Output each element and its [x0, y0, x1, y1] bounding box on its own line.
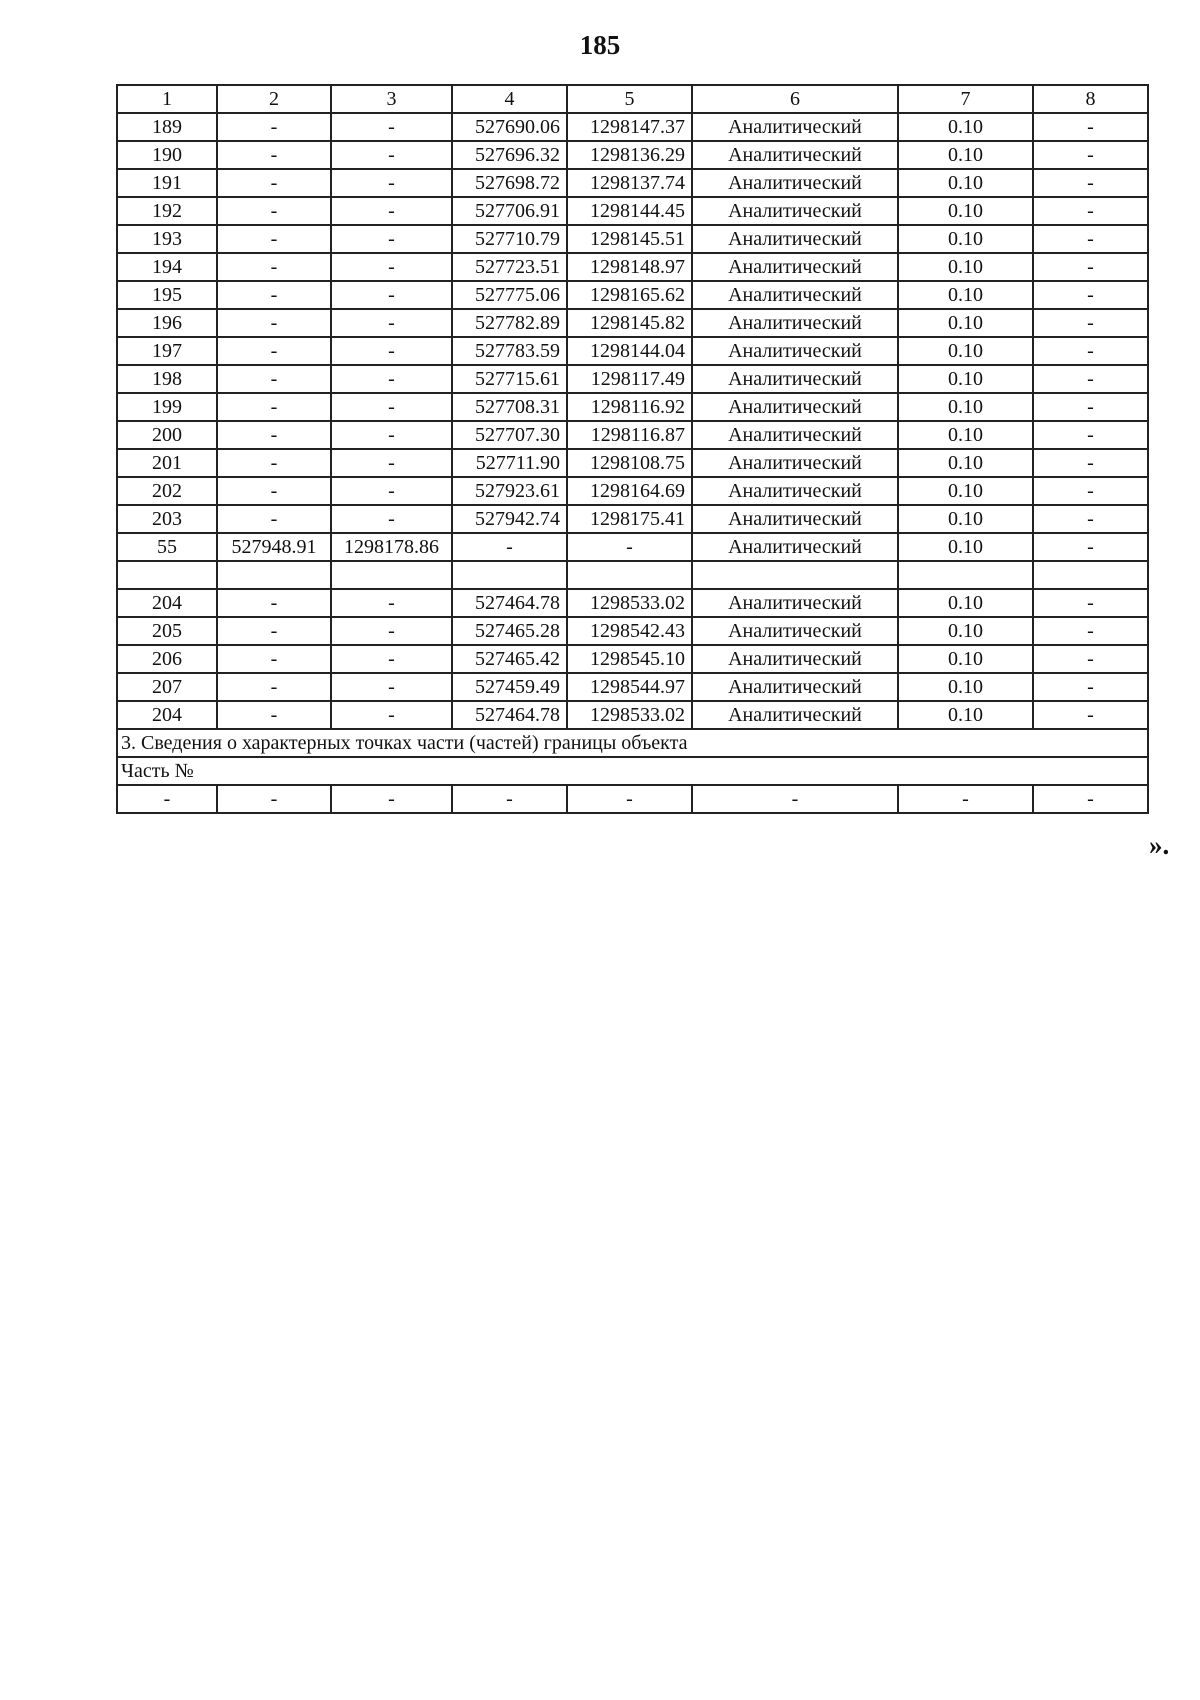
- table-cell: -: [1033, 281, 1148, 309]
- table-cell: -: [217, 197, 331, 225]
- table-cell: 527923.61: [452, 477, 567, 505]
- table-cell: -: [331, 253, 452, 281]
- table-cell: 1298137.74: [567, 169, 692, 197]
- table-cell: 0.10: [898, 477, 1033, 505]
- table-cell: -: [331, 589, 452, 617]
- table-cell: [567, 561, 692, 589]
- table-cell: -: [1033, 785, 1148, 813]
- table-row: [117, 281, 1148, 309]
- table-cell: 190: [117, 141, 217, 169]
- table-cell: -: [331, 505, 452, 533]
- table-cell: 0.10: [898, 393, 1033, 421]
- table-cell: Аналитический: [692, 505, 898, 533]
- table-cell: Аналитический: [692, 197, 898, 225]
- table-cell: -: [331, 113, 452, 141]
- table-cell: -: [217, 785, 331, 813]
- table-cell: 0.10: [898, 617, 1033, 645]
- table-cell: 1298164.69: [567, 477, 692, 505]
- table-cell: 527465.28: [452, 617, 567, 645]
- table-row: [117, 645, 1148, 673]
- table-row: [117, 169, 1148, 197]
- header-cell: 4: [452, 85, 567, 113]
- table-cell: 193: [117, 225, 217, 253]
- table-cell: -: [331, 337, 452, 365]
- table-cell: 527708.31: [452, 393, 567, 421]
- table-cell: Аналитический: [692, 533, 898, 561]
- table-cell: 0.10: [898, 589, 1033, 617]
- table-cell: Аналитический: [692, 421, 898, 449]
- table-cell: 527715.61: [452, 365, 567, 393]
- table-cell: 527782.89: [452, 309, 567, 337]
- table-cell: 0.10: [898, 449, 1033, 477]
- table-cell: -: [567, 533, 692, 561]
- table-cell: 527706.91: [452, 197, 567, 225]
- table-row: [117, 225, 1148, 253]
- table-cell: -: [217, 505, 331, 533]
- table-cell: 1298542.43: [567, 617, 692, 645]
- table-cell: 1298533.02: [567, 701, 692, 729]
- table-cell: Аналитический: [692, 365, 898, 393]
- table-cell: 1298117.49: [567, 365, 692, 393]
- table-cell: -: [331, 701, 452, 729]
- table-cell: 201: [117, 449, 217, 477]
- table-cell: 527775.06: [452, 281, 567, 309]
- table-cell: 198: [117, 365, 217, 393]
- table-cell: -: [1033, 253, 1148, 281]
- table-row: [117, 421, 1148, 449]
- table-cell: 0.10: [898, 309, 1033, 337]
- table-cell: Аналитический: [692, 281, 898, 309]
- table-cell: -: [1033, 701, 1148, 729]
- table-cell: 204: [117, 589, 217, 617]
- table-cell: Аналитический: [692, 309, 898, 337]
- table-cell: 1298533.02: [567, 589, 692, 617]
- coordinates-table: [116, 84, 1149, 814]
- table-cell: Аналитический: [692, 169, 898, 197]
- table-cell: 191: [117, 169, 217, 197]
- table-cell: -: [217, 141, 331, 169]
- table-cell: Аналитический: [692, 141, 898, 169]
- table-row: [117, 673, 1148, 701]
- table-cell: 527698.72: [452, 169, 567, 197]
- table-cell: Аналитический: [692, 449, 898, 477]
- table-cell: -: [331, 449, 452, 477]
- table-cell: 1298144.04: [567, 337, 692, 365]
- table-row: [117, 141, 1148, 169]
- table-cell: -: [217, 589, 331, 617]
- table-cell: Аналитический: [692, 393, 898, 421]
- table-cell: 0.10: [898, 253, 1033, 281]
- header-cell: 3: [331, 85, 452, 113]
- table-cell: 527696.32: [452, 141, 567, 169]
- table-cell: -: [1033, 673, 1148, 701]
- table-cell: -: [331, 309, 452, 337]
- table-cell: -: [1033, 141, 1148, 169]
- table-cell: -: [217, 253, 331, 281]
- table-cell: 527783.59: [452, 337, 567, 365]
- table-cell: 192: [117, 197, 217, 225]
- table-row: [117, 197, 1148, 225]
- table-cell: 207: [117, 673, 217, 701]
- table-cell: 1298144.45: [567, 197, 692, 225]
- table-cell: [452, 561, 567, 589]
- table-cell: 0.10: [898, 197, 1033, 225]
- table-cell: -: [1033, 309, 1148, 337]
- table-cell: 197: [117, 337, 217, 365]
- table-cell: 527465.42: [452, 645, 567, 673]
- table-cell: 0.10: [898, 645, 1033, 673]
- table-cell: -: [452, 785, 567, 813]
- table-cell: -: [331, 365, 452, 393]
- table-row: [117, 533, 1148, 561]
- table-cell: 195: [117, 281, 217, 309]
- table-cell: -: [331, 141, 452, 169]
- table-cell: -: [217, 113, 331, 141]
- table-cell: 1298165.62: [567, 281, 692, 309]
- header-cell: 7: [898, 85, 1033, 113]
- table-cell: -: [1033, 113, 1148, 141]
- table-cell: Аналитический: [692, 477, 898, 505]
- table-row: [117, 337, 1148, 365]
- table-cell: 206: [117, 645, 217, 673]
- table-cell: -: [331, 421, 452, 449]
- table-cell: -: [217, 225, 331, 253]
- table-cell: 1298148.97: [567, 253, 692, 281]
- table-cell: -: [331, 617, 452, 645]
- table-row: [117, 449, 1148, 477]
- table-row: [117, 253, 1148, 281]
- coordinates-table-container: [116, 84, 1147, 814]
- table-cell: 1298145.82: [567, 309, 692, 337]
- table-cell: 1298116.87: [567, 421, 692, 449]
- table-cell: -: [1033, 337, 1148, 365]
- table-cell: 527710.79: [452, 225, 567, 253]
- table-row: [117, 505, 1148, 533]
- table-row: [117, 589, 1148, 617]
- table-cell: Аналитический: [692, 337, 898, 365]
- table-cell: 55: [117, 533, 217, 561]
- table-cell: 527942.74: [452, 505, 567, 533]
- table-cell: Аналитический: [692, 113, 898, 141]
- table-cell: -: [331, 785, 452, 813]
- table-cell: -: [1033, 197, 1148, 225]
- table-cell: -: [1033, 533, 1148, 561]
- table-row: [117, 617, 1148, 645]
- table-cell: 204: [117, 701, 217, 729]
- header-cell: 1: [117, 85, 217, 113]
- table-cell: -: [331, 645, 452, 673]
- table-cell: -: [217, 673, 331, 701]
- table-cell: 0.10: [898, 169, 1033, 197]
- table-cell: 1298108.75: [567, 449, 692, 477]
- table-cell: 527723.51: [452, 253, 567, 281]
- table-cell: Аналитический: [692, 673, 898, 701]
- separator-row: [117, 561, 1148, 589]
- part-label-row: [117, 757, 1148, 785]
- table-cell: 194: [117, 253, 217, 281]
- table-cell: -: [898, 785, 1033, 813]
- table-cell: 1298147.37: [567, 113, 692, 141]
- table-cell: 1298116.92: [567, 393, 692, 421]
- table-cell: Аналитический: [692, 225, 898, 253]
- empty-part-row: [117, 785, 1148, 813]
- table-cell: 0.10: [898, 673, 1033, 701]
- table-body: [117, 85, 1148, 813]
- table-cell: -: [217, 169, 331, 197]
- table-cell: -: [1033, 617, 1148, 645]
- table-cell: 527948.91: [217, 533, 331, 561]
- table-cell: 0.10: [898, 533, 1033, 561]
- section-3-title: 3. Сведения о характерных точках части (частей) границы объекта: [117, 729, 1148, 757]
- header-row: [117, 85, 1148, 113]
- table-cell: 200: [117, 421, 217, 449]
- table-cell: [331, 561, 452, 589]
- table-cell: -: [1033, 365, 1148, 393]
- table-cell: -: [217, 477, 331, 505]
- table-cell: -: [1033, 645, 1148, 673]
- table-cell: Аналитический: [692, 645, 898, 673]
- table-row: [117, 393, 1148, 421]
- table-cell: 527464.78: [452, 701, 567, 729]
- header-cell: 5: [567, 85, 692, 113]
- table-cell: 527707.30: [452, 421, 567, 449]
- table-cell: -: [217, 309, 331, 337]
- table-row: [117, 365, 1148, 393]
- table-cell: -: [1033, 449, 1148, 477]
- table-cell: 0.10: [898, 337, 1033, 365]
- table-cell: 0.10: [898, 113, 1033, 141]
- page-number: 185: [579, 30, 621, 60]
- table-cell: -: [217, 281, 331, 309]
- table-row: [117, 701, 1148, 729]
- table-cell: -: [217, 421, 331, 449]
- table-cell: -: [1033, 421, 1148, 449]
- table-cell: -: [217, 365, 331, 393]
- table-cell: -: [452, 533, 567, 561]
- table-cell: [117, 561, 217, 589]
- table-cell: -: [217, 617, 331, 645]
- table-row: [117, 309, 1148, 337]
- closing-quote-mark: ».: [1149, 830, 1170, 860]
- table-cell: -: [217, 701, 331, 729]
- table-cell: 1298544.97: [567, 673, 692, 701]
- table-cell: -: [1033, 477, 1148, 505]
- table-cell: 1298175.41: [567, 505, 692, 533]
- table-cell: -: [1033, 393, 1148, 421]
- table-cell: 1298145.51: [567, 225, 692, 253]
- table-row: [117, 113, 1148, 141]
- table-cell: 1298136.29: [567, 141, 692, 169]
- table-cell: 0.10: [898, 225, 1033, 253]
- table-cell: -: [1033, 589, 1148, 617]
- table-cell: 0.10: [898, 365, 1033, 393]
- table-cell: 527690.06: [452, 113, 567, 141]
- table-cell: -: [331, 673, 452, 701]
- table-cell: -: [217, 393, 331, 421]
- table-cell: -: [331, 477, 452, 505]
- table-cell: 527464.78: [452, 589, 567, 617]
- table-cell: -: [567, 785, 692, 813]
- table-cell: 0.10: [898, 141, 1033, 169]
- table-row: [117, 477, 1148, 505]
- table-cell: -: [1033, 169, 1148, 197]
- table-cell: [1033, 561, 1148, 589]
- table-cell: 527459.49: [452, 673, 567, 701]
- table-cell: 203: [117, 505, 217, 533]
- table-cell: [692, 561, 898, 589]
- table-cell: -: [692, 785, 898, 813]
- header-cell: 2: [217, 85, 331, 113]
- table-cell: -: [331, 225, 452, 253]
- section-title-row: [117, 729, 1148, 757]
- table-cell: Аналитический: [692, 701, 898, 729]
- table-cell: 0.10: [898, 505, 1033, 533]
- table-cell: 199: [117, 393, 217, 421]
- table-cell: -: [1033, 505, 1148, 533]
- table-cell: [898, 561, 1033, 589]
- table-cell: [217, 561, 331, 589]
- table-cell: 205: [117, 617, 217, 645]
- table-cell: 0.10: [898, 701, 1033, 729]
- table-cell: 527711.90: [452, 449, 567, 477]
- table-cell: -: [217, 337, 331, 365]
- table-cell: Аналитический: [692, 617, 898, 645]
- part-number-label: Часть №: [117, 757, 1148, 785]
- table-cell: 0.10: [898, 281, 1033, 309]
- table-cell: -: [331, 197, 452, 225]
- table-cell: 202: [117, 477, 217, 505]
- header-cell: 8: [1033, 85, 1148, 113]
- table-cell: Аналитический: [692, 253, 898, 281]
- table-cell: -: [331, 281, 452, 309]
- table-cell: -: [217, 645, 331, 673]
- table-cell: -: [331, 393, 452, 421]
- table-cell: -: [1033, 225, 1148, 253]
- table-cell: 1298545.10: [567, 645, 692, 673]
- header-cell: 6: [692, 85, 898, 113]
- table-cell: Аналитический: [692, 589, 898, 617]
- table-cell: -: [217, 449, 331, 477]
- table-cell: 0.10: [898, 421, 1033, 449]
- table-cell: 196: [117, 309, 217, 337]
- table-cell: -: [117, 785, 217, 813]
- table-cell: 189: [117, 113, 217, 141]
- table-cell: 1298178.86: [331, 533, 452, 561]
- table-cell: -: [331, 169, 452, 197]
